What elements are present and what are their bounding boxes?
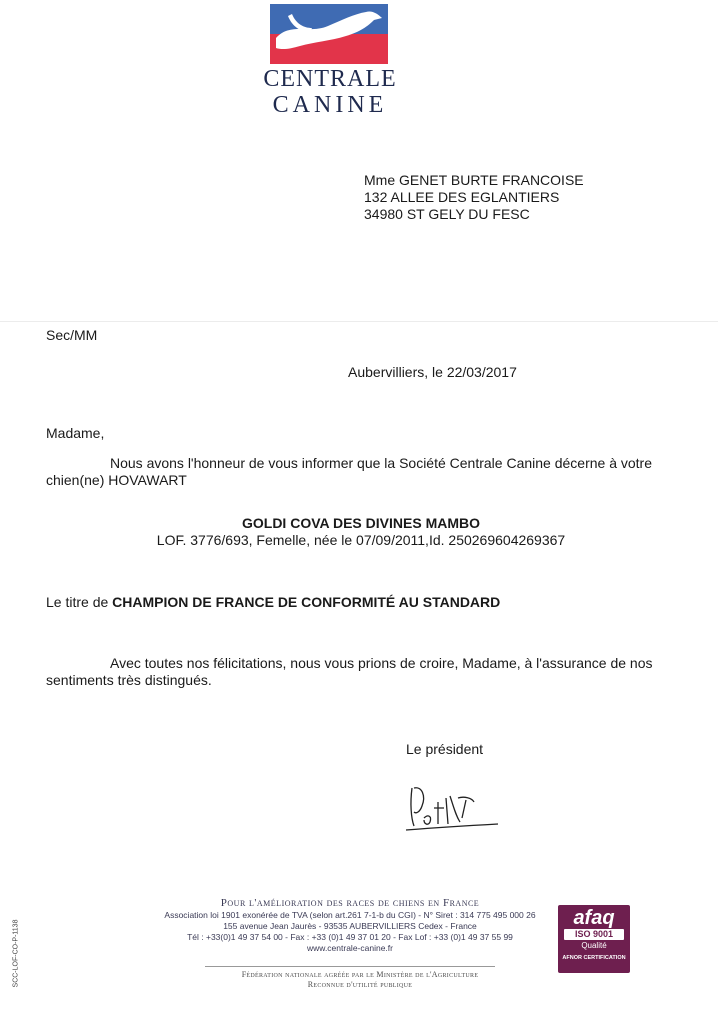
footer-line-2: 155 avenue Jean Jaurès - 93535 AUBERVILLIERS Cedex - France <box>223 921 477 931</box>
logo-line-1: CENTRALE <box>263 66 397 92</box>
footer-line-1: Association loi 1901 exonérée de TVA (selon art.261 7-1-b du CGI) - N° Siret : 314 775 495 000 26 <box>164 910 536 920</box>
afaq-brand: afaq <box>573 907 615 929</box>
handwritten-signature <box>402 778 502 838</box>
recipient-city: 34980 ST GELY DU FESC <box>364 206 530 222</box>
federation-line-1: Fédération nationale agréée par le Ministère de l'Agriculture <box>241 970 479 979</box>
award-title-line <box>46 594 500 610</box>
reference: Sec/MM <box>46 327 98 343</box>
paper-fold-line <box>0 321 718 322</box>
dog-name: GOLDI COVA DES DIVINES MAMBO <box>241 515 480 531</box>
date-line: Aubervilliers, le 22/03/2017 <box>348 364 517 380</box>
footer-divider <box>205 966 495 967</box>
footer-website: www.centrale-canine.fr <box>307 943 393 953</box>
recipient-address <box>364 172 584 223</box>
closing-paragraph: Avec toutes nos félicitations, nous vous prions de croire, Madame, à l'assurance de nos sentiments très distingués. <box>46 655 653 688</box>
footer <box>140 896 560 954</box>
recipient-name: Mme GENET BURTE FRANCOISE <box>364 172 584 188</box>
afaq-certification-badge <box>558 905 630 973</box>
body-intro: Nous avons l'honneur de vous informer que la Société Centrale Canine décerne à votre chien(ne) HOVAWART <box>46 455 652 488</box>
award-title: CHAMPION DE FRANCE DE CONFORMITÉ AU STANDARD <box>112 594 501 610</box>
side-document-code: SCC-LOF-CO-P-1138 <box>12 919 20 988</box>
centrale-canine-logo <box>270 4 388 64</box>
federation-line-2: Reconnue d'utilité publique <box>307 980 413 989</box>
afaq-cert: AFNOR CERTIFICATION <box>562 955 626 961</box>
logo-wordmark <box>262 66 398 118</box>
afaq-iso: ISO 9001 <box>564 929 624 940</box>
signer-title: Le président <box>406 741 484 757</box>
recipient-street: 132 ALLEE DES EGLANTIERS <box>364 189 560 205</box>
leaping-dog-logo-icon <box>270 4 388 64</box>
dog-details: LOF. 3776/693, Femelle, née le 07/09/2011,Id. 250269604269367 <box>156 532 566 548</box>
footer-headline: Pour l'amélioration des races de chiens en France <box>220 897 480 909</box>
award-prefix: Le titre de <box>46 594 109 610</box>
logo-line-2: CANINE <box>272 92 388 118</box>
footer-federation <box>160 970 560 990</box>
afaq-quality: Qualité <box>581 941 607 950</box>
footer-line-3: Tél : +33(0)1 49 37 54 00 - Fax : +33 (0)1 49 37 01 20 - Fax Lof : +33 (0)1 49 37 55 99 <box>187 932 513 942</box>
salutation: Madame, <box>46 425 105 441</box>
